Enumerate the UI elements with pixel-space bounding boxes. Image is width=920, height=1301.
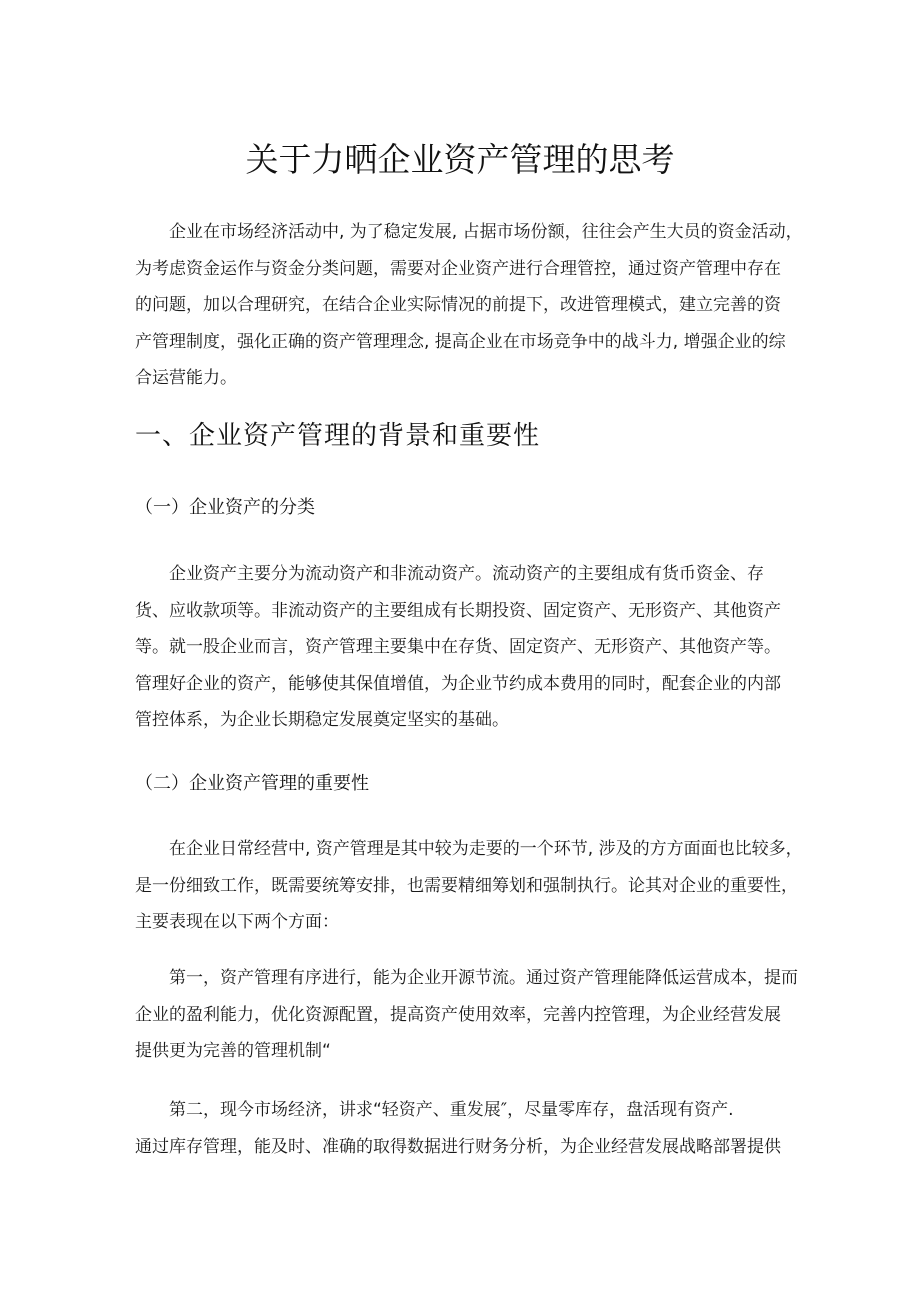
subsection-heading: （一）企业资产的分类 (135, 497, 315, 518)
paragraph-line: 企业的盈利能力，优化资源配置，提高资产使用效率，完善内控管理，为企业经营发展 (135, 1004, 781, 1025)
paragraph-line: 是一份细致工作，既需要统筹安排，也需要精细筹划和强制执行。论其对企业的重要性， (135, 875, 798, 896)
paragraph-line: 合运营能力。 (135, 368, 237, 388)
subsection-heading: （二）企业资产管理的重要性 (135, 773, 369, 794)
intro-paragraph (135, 214, 803, 397)
paragraph-line: 提供更为完善的管理机制“ (135, 1041, 331, 1061)
paragraph-line: 第一，资产管理有序进行，能为企业开源节流。通过资产管理能降低运营成本，提而 (169, 968, 798, 988)
paragraph-line: 为考虑资金运作与资金分类问题，需要对企业资产进行合理管控，通过资产管理中存在 (135, 258, 781, 279)
paragraph-line: 管理好企业的资产，能够使其保值增值，为企业节约成本费用的同时，配套企业的内部 (135, 673, 781, 694)
paragraph-line: 的问题，加以合理研究，在结合企业实际情况的前提下，改进管理模式，建立完善的资 (135, 295, 781, 315)
paragraph-line: 管控体系，为企业长期稳定发展奠定坚实的基础。 (135, 710, 509, 730)
paragraph-line: 等。就一股企业而言，资产管理主要集中在存货、固定资产、无形资产、其他资产等。 (135, 637, 781, 657)
classification-paragraph (135, 556, 791, 739)
paragraph-line: 通过库存管理，能及时、准确的取得数据进行财务分析，为企业经营发展战略部署提供 (135, 1136, 781, 1157)
section-heading: 一、企业资产管理的背景和重要性 (135, 421, 541, 451)
paragraph-line: 第二，现今市场经济，讲求“轻资产、重发展″，尽量零库存，盘活现有资产. (169, 1100, 734, 1120)
document-title: 关于力晒企业资产管理的思考 (245, 140, 675, 179)
importance-paragraph (135, 831, 803, 941)
second-point-paragraph (135, 1092, 791, 1165)
paragraph-line: 在企业日常经营中, 资产管理是其中较为走要的一个环节, 涉及的方方面面也比较多， (169, 839, 803, 859)
paragraph-line: 企业在市场经济活动中, 为了稳定发展, 占据市场份额，往往会产生大员的资金活动， (169, 222, 803, 242)
first-point-paragraph (135, 960, 798, 1070)
paragraph-line: 产管理制度，强化正确的资产管理理念, 提高企业在市场竞争中的战斗力, 增强企业的综 (135, 331, 786, 352)
paragraph-line: 主要表现在以下两个方面： (135, 912, 339, 932)
paragraph-line: 企业资产主要分为流动资产和非流动资产。流动资产的主要组成有货币资金、存 (169, 564, 764, 584)
paragraph-line: 货、应收款项等。非流动资产的主要组成有长期投资、固定资产、无形资产、其他资产 (135, 600, 781, 621)
